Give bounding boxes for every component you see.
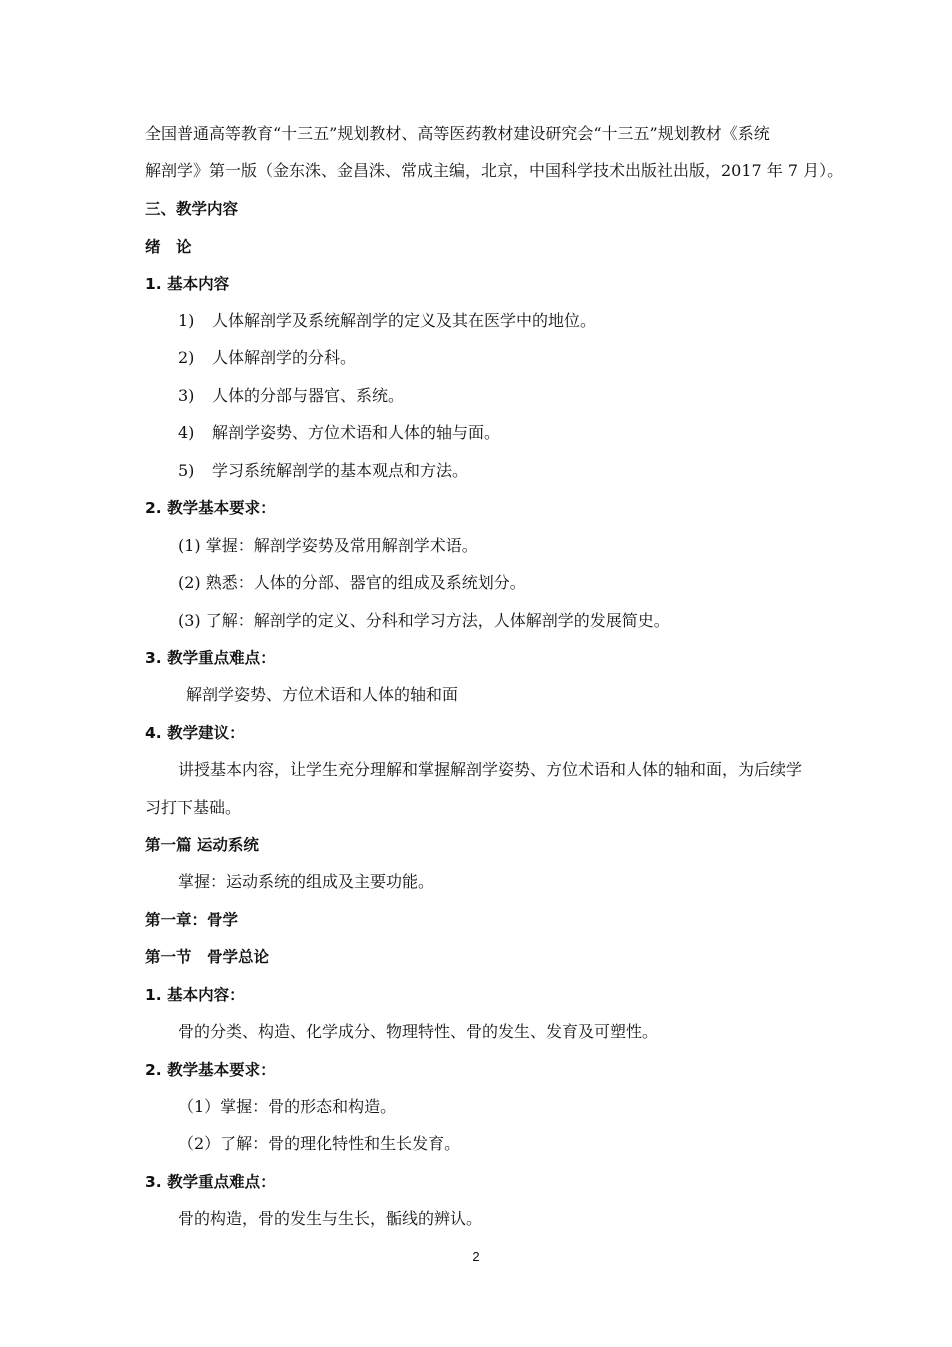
list-item [178, 310, 596, 332]
list-item-text: 人体解剖学的分科。 [212, 348, 357, 367]
intro-requirements-heading: 2. 教学基本要求： [145, 499, 276, 517]
chapter1-basic-content: 骨的分类、构造、化学成分、物理特性、骨的发生、发育及可塑性。 [178, 1022, 659, 1041]
chapter1-basic-content-heading: 1. 基本内容： [145, 986, 245, 1004]
list-item-number: 5) [178, 461, 195, 480]
chapter1-title: 第一章：骨学 [145, 911, 239, 929]
chapter1-key-points-heading: 3. 教学重点难点： [145, 1173, 276, 1191]
intro-key-points-heading: 3. 教学重点难点： [145, 649, 276, 667]
chapter1-requirements-heading: 2. 教学基本要求： [145, 1061, 276, 1079]
list-item-number: 4) [178, 423, 195, 442]
list-item [178, 385, 404, 407]
list-item [178, 347, 356, 369]
intro-suggestion-line-1: 讲授基本内容，让学生充分理解和掌握解剖学姿势、方位术语和人体的轴和面，为后续学 [178, 760, 803, 779]
list-item-text: 人体解剖学及系统解剖学的定义及其在医学中的地位。 [212, 311, 597, 330]
list-item-text: 学习系统解剖学的基本观点和方法。 [212, 461, 469, 480]
list-item-number: 2) [178, 348, 195, 367]
intro-suggestion-line-2: 习打下基础。 [145, 798, 242, 817]
intro-title: 绪 论 [145, 238, 192, 256]
requirement-item: (2) 熟悉：人体的分部、器官的组成及系统划分。 [178, 573, 526, 592]
requirement-item: (3) 了解：解剖学的定义、分科和学习方法，人体解剖学的发展简史。 [178, 611, 670, 630]
part1-title: 第一篇 运动系统 [145, 836, 259, 854]
page-number: 2 [472, 1249, 480, 1264]
chapter1-section1-title: 第一节 骨学总论 [145, 948, 270, 966]
list-item-number: 3) [178, 386, 195, 405]
section-heading: 三、教学内容 [145, 200, 239, 218]
part1-master: 掌握：运动系统的组成及主要功能。 [178, 872, 435, 891]
chapter1-key-points: 骨的构造，骨的发生与生长，骺线的辨认。 [178, 1209, 483, 1228]
textbook-line-2: 解剖学》第一版（金东洙、金昌洙、常成主编，北京，中国科学技术出版社出版，2017 年 7 月）。 [145, 161, 844, 180]
intro-key-points: 解剖学姿势、方位术语和人体的轴和面 [186, 685, 459, 704]
list-item-text: 解剖学姿势、方位术语和人体的轴与面。 [212, 423, 501, 442]
list-item-text: 人体的分部与器官、系统。 [212, 386, 405, 405]
list-item [178, 422, 500, 444]
intro-suggestion-heading: 4. 教学建议： [145, 724, 245, 742]
list-item [178, 460, 468, 482]
intro-basic-content-heading: 1. 基本内容 [145, 275, 230, 293]
requirement-item: (1) 掌握：解剖学姿势及常用解剖学术语。 [178, 536, 478, 555]
list-item-number: 1) [178, 311, 195, 330]
requirement-item: （2）了解：骨的理化特性和生长发育。 [178, 1134, 461, 1153]
requirement-item: （1）掌握：骨的形态和构造。 [178, 1097, 397, 1116]
textbook-line-1: 全国普通高等教育“十三五”规划教材、高等医药教材建设研究会“十三五”规划教材《系统 [145, 124, 770, 143]
